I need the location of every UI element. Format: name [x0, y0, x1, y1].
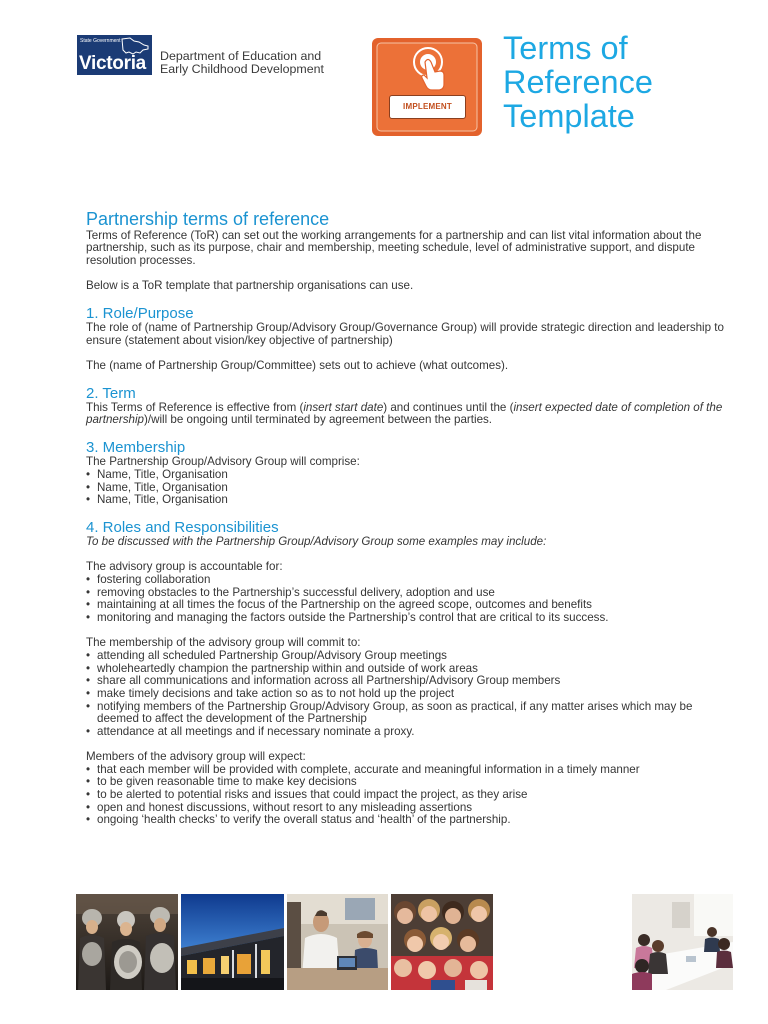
list-item: • monitoring and managing the factors outside the Partnership’s control that are critical to its success.: [86, 612, 746, 625]
list-item: • open and honest discussions, without resort to any misleading assertions: [86, 802, 746, 815]
document-title: [503, 31, 653, 133]
membership-lead: The Partnership Group/Advisory Group will comprise:: [86, 455, 360, 469]
list-item: • removing obstacles to the Partnership’s successful delivery, adoption and use: [86, 587, 746, 600]
list-item: • Name, Title, Organisation: [86, 494, 746, 507]
expect-list: [86, 764, 746, 827]
accountable-lead: The advisory group is accountable for:: [86, 560, 283, 574]
list-item: • share all communications and information across all Partnership/Advisory Group members: [86, 675, 746, 688]
title-line2: Reference: [503, 64, 653, 100]
list-item: • wholeheartedly champion the partnership within and outside of work areas: [86, 663, 746, 676]
title-line3: Template: [503, 98, 635, 134]
term-paragraph: [86, 402, 746, 427]
term-text: ) and continues until the (: [383, 400, 514, 414]
list-item: • ongoing ‘health checks’ to verify the overall status and ‘health’ of the partnership.: [86, 814, 746, 827]
section-heading-role-purpose: 1. Role/Purpose: [86, 304, 194, 322]
tap-hand-icon: [372, 38, 482, 136]
start-date-placeholder: insert start date: [303, 400, 384, 414]
commit-lead: The membership of the advisory group will commit to:: [86, 636, 361, 650]
document-body: [86, 210, 746, 828]
department-name: [160, 50, 324, 76]
completion-date-placeholder: insert expected date of completion of the partnership: [86, 400, 723, 427]
logo-victoria-text: Victoria: [79, 53, 146, 74]
list-item: • Name, Title, Organisation: [86, 469, 746, 482]
intro-paragraph: Below is a ToR template that partnership organisations can use.: [86, 279, 414, 293]
accountable-list: [86, 574, 746, 625]
section-heading-partnership: Partnership terms of reference: [86, 208, 330, 229]
victoria-government-logo: [77, 35, 152, 75]
list-item: • to be given reasonable time to make key decisions: [86, 776, 746, 789]
list-item: • attending all scheduled Partnership Group/Advisory Group meetings: [86, 650, 746, 663]
title-line1: Terms of: [503, 30, 628, 66]
list-item: • that each member will be provided with complete, accurate and meaningful information in a timely manner: [86, 764, 746, 777]
membership-list: [86, 469, 746, 507]
classroom-teacher-photo: [287, 894, 388, 990]
role-paragraph: The (name of Partnership Group/Committee) sets out to achieve (what outcomes).: [86, 358, 509, 372]
roles-note: To be discussed with the Partnership Group/Advisory Group some examples may include:: [86, 535, 547, 549]
list-item: • to be alerted to potential risks and issues that could impact the project, as they arise: [86, 789, 746, 802]
badge-label: IMPLEMENT: [389, 95, 466, 119]
section-heading-term: 2. Term: [86, 384, 136, 402]
section-heading-roles: 4. Roles and Responsibilities: [86, 519, 279, 537]
children-group-photo: [391, 894, 493, 990]
list-item: • Name, Title, Organisation: [86, 482, 746, 495]
department-name-line1: Department of Education and: [160, 48, 322, 63]
list-item: • make timely decisions and take action so as to not hold up the project: [86, 688, 746, 701]
students-costume-photo: [76, 894, 178, 990]
intro-paragraph: Terms of Reference (ToR) can set out the working arrangements for a partnership and can list vital information about the partnership, such as its purpose, chair and membership, meeting schedule, level of administrative support, and dispute resolution processes.: [86, 228, 702, 267]
section-heading-membership: 3. Membership: [86, 439, 186, 457]
department-name-line2: Early Childhood Development: [160, 61, 324, 76]
role-paragraph: The role of (name of Partnership Group/Advisory Group/Governance Group) will provide strategic direction and leadership to ensure (statement about vision/key objective of partnership): [86, 320, 724, 347]
list-item: • fostering collaboration: [86, 574, 746, 587]
implement-badge: [372, 38, 482, 136]
school-building-photo: [181, 894, 284, 990]
commit-list: [86, 650, 746, 739]
list-item: • maintaining at all times the focus of the Partnership on the agreed scope, outcomes and benefits: [86, 599, 746, 612]
term-text: )/will be ongoing until terminated by agreement between the parties.: [144, 413, 493, 427]
list-item: • notifying members of the Partnership Group/Advisory Group, as soon as practical, if any matter arises which may be deemed to affect the development of the Partnership: [86, 701, 746, 726]
term-text: This Terms of Reference is effective from (: [86, 400, 304, 414]
expect-lead: Members of the advisory group will expect:: [86, 750, 306, 764]
list-item: • attendance at all meetings and if necessary nominate a proxy.: [86, 726, 746, 739]
logo-state-government-text: State Government: [80, 38, 121, 44]
meeting-room-photo: [632, 894, 733, 990]
